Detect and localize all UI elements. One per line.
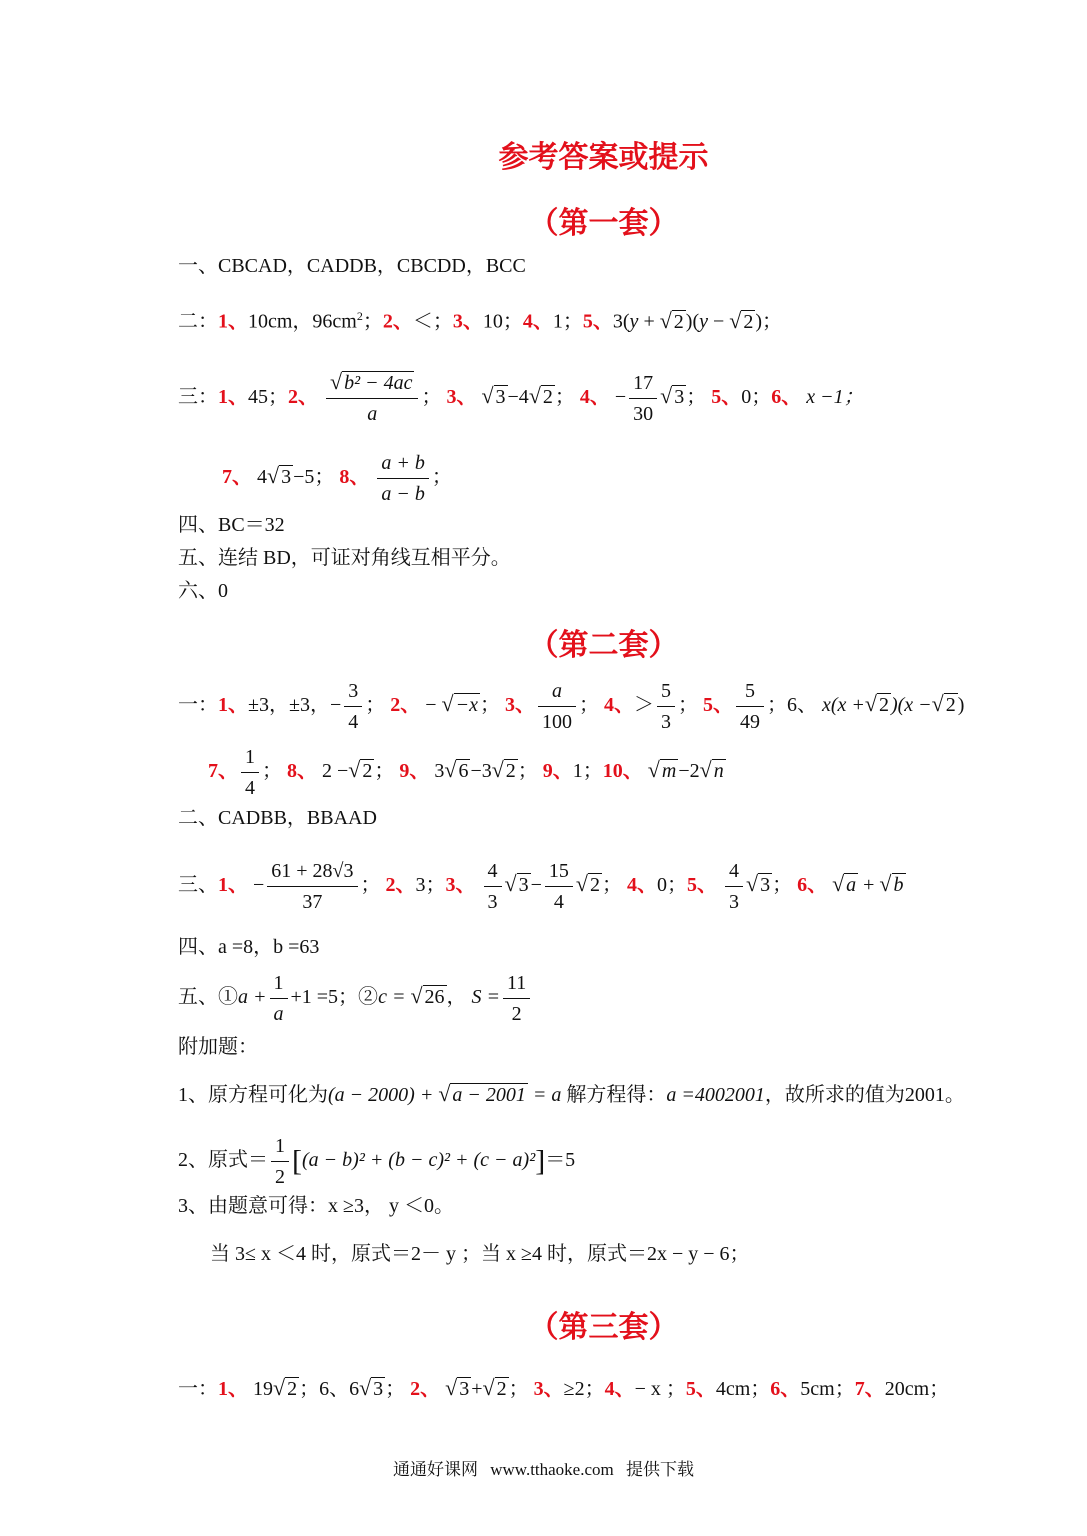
footer-site: 通通好课网 — [392, 1460, 478, 1479]
set2-line-5: 四、a =8，b =63 — [178, 936, 320, 958]
set1-heading: （第一套） — [528, 207, 679, 240]
set1-line-4: 7、 4√ 3 −5； 8、 $\frac{a + b}{a - b}$ ； — [222, 444, 452, 509]
footer-url-link[interactable]: www.tthaoke.com — [490, 1460, 614, 1479]
footer-note: 提供下载 — [626, 1460, 695, 1479]
set2-line-3: 二、CADBB，BBAAD — [178, 807, 377, 829]
set3-heading: （第三套） — [528, 1311, 679, 1344]
set2-line-6: 五、①a + $\frac{1}{a}$ +1 =5；②c = √ 26 ， S = $\frac{11}{2}$ — [178, 964, 533, 1029]
set2-line-1: 一：1、±3，±3，− $\frac{3}{4}$ ； 2、 − √ −x ； 3、 $\frac{a}{100}$ ； 4、＞ $\frac{5}{3}$ ； 5、 $\frac{5}{49}$ ；6、 x(x +√ 2 )(x −√ 2 ) — [178, 672, 964, 737]
set1-line-6: 五、连结 BD，可证对角线互相平分。 — [178, 547, 511, 569]
set2-line-2: 7、 $\frac{1}{4}$ ； 8、 2 −√ 2 ； 9、 3√ 6 −3√ 2 ； 9、1；10、 √ m −2√ n — [208, 738, 726, 803]
set1-line-5: 四、BC＝32 — [178, 514, 285, 536]
set1-line-1: 一、CBCAD，CADDB，CBCDD，BCC — [178, 255, 526, 277]
set2-line-10: 3、由题意可得：x ≥3， y ＜0。 — [178, 1195, 454, 1217]
set2-line-8: 1、原方程可化为(a − 2000) + √ a − 2001 = a 解方程得：a =4002001，故所求的值为2001。 — [178, 1081, 965, 1106]
set2-line-9: 2、原式＝ $\frac{1}{2}$ [(a − b)² + (b − c)² + (c − a)²]＝5 — [178, 1128, 575, 1193]
set1-line-2: 二：1、10cm，$96cm^2$；2、＜；3、10；4、1；5、3(y + √ 2 )(y − √ 2 )； — [178, 307, 783, 333]
set2-heading: （第二套） — [528, 629, 679, 662]
footer — [0, 1455, 1087, 1480]
page-title: 参考答案或提示 — [498, 141, 709, 174]
set1-line-3: 三：1、45；2、 $\frac{\text{√ b² − 4ac}}{a}$ ； 3、 √ 3 −4√ 2 ； 4、 − $\frac{17}{30}$ √ 3 ； 5、0；6、 x −1； — [178, 369, 864, 426]
set2-line-7: 附加题： — [178, 1036, 258, 1058]
set2-line-11: 当 3≤ x ＜4 时，原式＝2－ y ；当 x ≥4 时，原式＝2x − y − 6； — [210, 1243, 750, 1265]
set2-line-4: 三、1、 − $\frac{61 + 28√3}{37}$ ； 2、3；3、 $\frac{4}{3}$ √ 3 − $\frac{15}{4}$ √ 2 ； 4、0；5、 $\frac{4}{3}$ √ 3 ； 6、 √ a + √ b — [178, 852, 906, 917]
set1-line-7: 六、0 — [178, 580, 228, 602]
set3-line-1: 一：1、 19√ 2 ；6、6√ 3 ； 2、 √ 3 +√ 2 ； 3、≥2；4、− x ；5、4cm；6、5cm；7、20cm； — [178, 1375, 950, 1400]
